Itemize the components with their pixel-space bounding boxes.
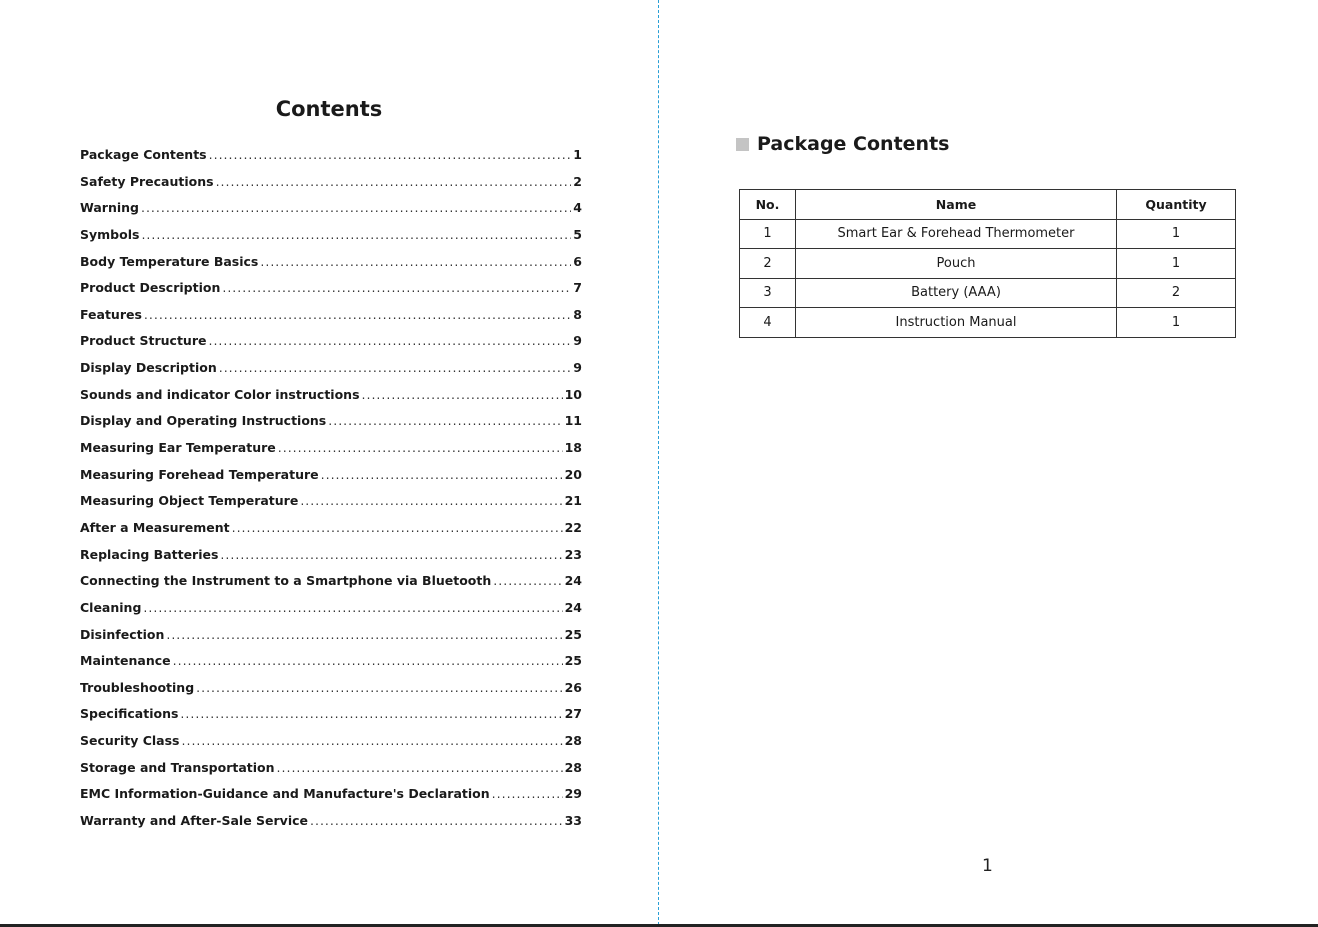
toc-dot-leader (173, 653, 563, 668)
toc-dot-leader (321, 467, 563, 482)
toc-dot-leader (182, 733, 563, 748)
cell-no: 4 (740, 308, 796, 338)
toc-entry-label: Display Description (80, 360, 217, 376)
toc-entry-label: Security Class (80, 733, 180, 749)
toc-dot-leader (277, 760, 563, 775)
toc-entry (80, 200, 582, 227)
page-number: 1 (982, 856, 993, 876)
toc-entry (80, 387, 582, 414)
toc-dot-leader (220, 547, 562, 562)
cell-quantity: 2 (1117, 278, 1236, 308)
toc-entry-label: Features (80, 306, 142, 322)
column-header-quantity: Quantity (1117, 190, 1236, 220)
toc-dot-leader (310, 813, 563, 828)
toc-entry-page: 24 (564, 573, 582, 589)
toc-entry-label: Storage and Transportation (80, 759, 275, 775)
toc-entry-page: 20 (564, 466, 582, 482)
toc-entry (80, 174, 582, 201)
toc-entry-label: Specifications (80, 706, 179, 722)
toc-dot-leader (492, 786, 563, 801)
toc-entry-label: Display and Operating Instructions (80, 413, 327, 429)
toc-entry-page: 4 (573, 200, 582, 216)
page-fold-line (658, 0, 659, 925)
toc-entry-page: 2 (573, 173, 582, 189)
section-heading (736, 133, 949, 155)
toc-entry (80, 307, 582, 334)
toc-entry-page: 18 (564, 440, 582, 456)
toc-dot-leader (278, 440, 563, 455)
toc-entry-page: 24 (564, 599, 582, 615)
toc-dot-leader (222, 280, 571, 295)
toc-dot-leader (196, 680, 562, 695)
toc-entry (80, 573, 582, 600)
toc-entry (80, 227, 582, 254)
right-page (660, 0, 1318, 925)
toc-dot-leader (208, 333, 571, 348)
toc-entry-label: Symbols (80, 226, 140, 242)
toc-dot-leader (144, 307, 571, 322)
toc-entry-page: 11 (564, 413, 582, 429)
cell-name: Instruction Manual (796, 308, 1117, 338)
cell-quantity: 1 (1117, 219, 1236, 249)
column-header-no: No. (740, 190, 796, 220)
table-row (740, 308, 1236, 338)
toc-entry (80, 440, 582, 467)
toc-entry (80, 813, 582, 840)
toc-entry-label: Cleaning (80, 599, 142, 615)
toc-entry-page: 29 (564, 786, 582, 802)
toc-dot-leader (362, 387, 563, 402)
table-row (740, 249, 1236, 279)
toc-entry-page: 28 (564, 733, 582, 749)
toc-entry (80, 254, 582, 281)
toc-dot-leader (328, 413, 562, 428)
table-row (740, 278, 1236, 308)
column-header-name: Name (796, 190, 1117, 220)
toc-dot-leader (219, 360, 572, 375)
toc-entry-label: Measuring Object Temperature (80, 493, 299, 509)
cell-no: 2 (740, 249, 796, 279)
toc-entry (80, 706, 582, 733)
table-row (740, 219, 1236, 249)
toc-entry (80, 413, 582, 440)
toc-entry-label: EMC Information-Guidance and Manufacture's Declaration (80, 786, 490, 802)
toc-entry-label: Replacing Batteries (80, 546, 219, 562)
toc-entry-page: 8 (573, 306, 582, 322)
toc-entry-page: 9 (573, 333, 582, 349)
cell-no: 1 (740, 219, 796, 249)
toc-entry-label: Warning (80, 200, 139, 216)
cell-no: 3 (740, 278, 796, 308)
toc-entry-label: Troubleshooting (80, 679, 195, 695)
toc-entry (80, 680, 582, 707)
toc-entry-label: Maintenance (80, 653, 171, 669)
toc-dot-leader (232, 520, 563, 535)
toc-entry-label: Warranty and After-Sale Service (80, 813, 308, 829)
cell-quantity: 1 (1117, 249, 1236, 279)
cell-name: Pouch (796, 249, 1117, 279)
toc-dot-leader (260, 254, 571, 269)
toc-entry (80, 147, 582, 174)
toc-entry (80, 627, 582, 654)
toc-entry-page: 26 (564, 679, 582, 695)
toc-entry-label: Product Description (80, 280, 221, 296)
toc-entry-page: 28 (564, 759, 582, 775)
left-page (0, 0, 658, 925)
toc-entry-page: 5 (573, 226, 582, 242)
toc-entry-page: 33 (564, 813, 582, 829)
toc-entry (80, 493, 582, 520)
toc-dot-leader (166, 627, 562, 642)
toc-dot-leader (141, 227, 571, 242)
toc-entry (80, 280, 582, 307)
toc-entry (80, 786, 582, 813)
toc-entry-label: Connecting the Instrument to a Smartphone via Bluetooth (80, 573, 492, 589)
toc-list (80, 147, 582, 840)
toc-entry (80, 360, 582, 387)
toc-entry (80, 467, 582, 494)
toc-entry (80, 520, 582, 547)
toc-entry-label: Measuring Forehead Temperature (80, 466, 319, 482)
section-title: Package Contents (757, 133, 950, 155)
toc-entry-page: 21 (564, 493, 582, 509)
toc-entry-label: After a Measurement (80, 519, 230, 535)
toc-entry (80, 333, 582, 360)
toc-entry (80, 547, 582, 574)
toc-entry-label: Sounds and indicator Color instructions (80, 386, 360, 402)
toc-dot-leader (143, 600, 562, 615)
toc-entry-label: Safety Precautions (80, 173, 214, 189)
cell-name: Battery (AAA) (796, 278, 1117, 308)
toc-dot-leader (180, 706, 562, 721)
toc-entry-label: Product Structure (80, 333, 207, 349)
toc-dot-leader (141, 200, 571, 215)
toc-entry-page: 25 (564, 626, 582, 642)
toc-entry-label: Measuring Ear Temperature (80, 440, 276, 456)
gray-square-icon (736, 138, 749, 151)
toc-entry (80, 733, 582, 760)
package-contents-table (739, 189, 1236, 338)
toc-dot-leader (493, 573, 562, 588)
cell-quantity: 1 (1117, 308, 1236, 338)
toc-entry-page: 10 (564, 386, 582, 402)
toc-entry-page: 25 (564, 653, 582, 669)
toc-entry-label: Package Contents (80, 147, 207, 162)
toc-entry-page: 22 (564, 519, 582, 535)
toc-dot-leader (300, 493, 562, 508)
toc-dot-leader (216, 174, 572, 189)
toc-entry-page: 1 (573, 147, 582, 162)
contents-title: Contents (275, 97, 383, 121)
toc-entry-page: 6 (573, 253, 582, 269)
toc-entry (80, 760, 582, 787)
cell-name: Smart Ear & Forehead Thermometer (796, 219, 1117, 249)
toc-entry-page: 7 (573, 280, 582, 296)
toc-entry-label: Disinfection (80, 626, 165, 642)
toc-entry (80, 600, 582, 627)
toc-entry-page: 9 (573, 360, 582, 376)
toc-dot-leader (209, 147, 572, 162)
toc-entry (80, 653, 582, 680)
table-header-row (740, 190, 1236, 220)
toc-entry-label: Body Temperature Basics (80, 253, 259, 269)
toc-entry-page: 23 (564, 546, 582, 562)
toc-entry-page: 27 (564, 706, 582, 722)
